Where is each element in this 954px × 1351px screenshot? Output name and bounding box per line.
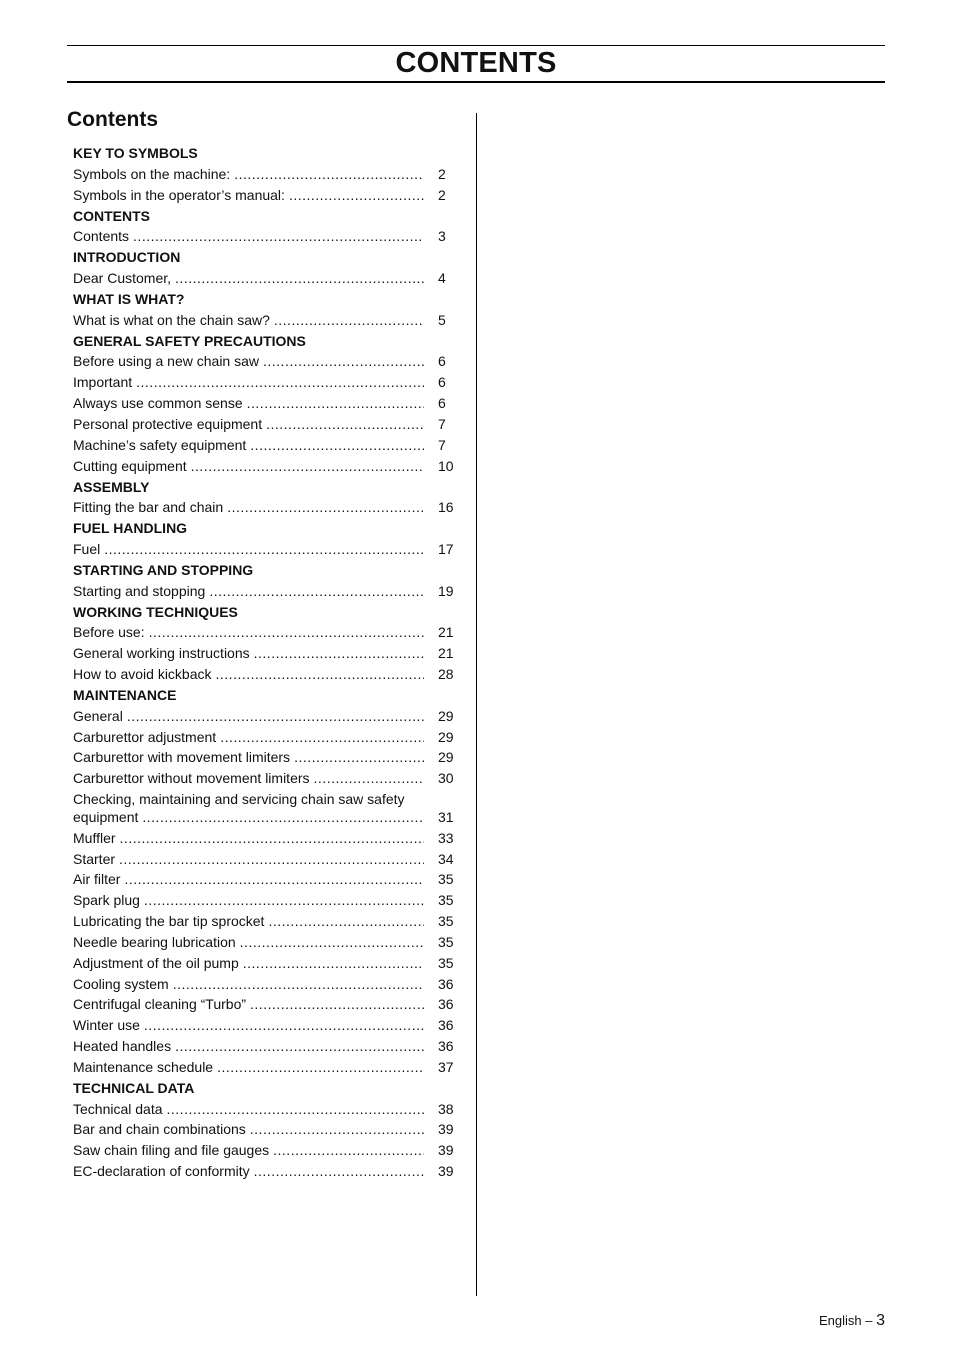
toc-entry-page: 39 xyxy=(438,1121,454,1138)
toc-entry-title: Personal protective equipment xyxy=(73,415,263,432)
toc-entry-page: 16 xyxy=(438,499,454,516)
toc-entry-title: Before using a new chain saw xyxy=(73,353,259,370)
toc-entry-title: Contents xyxy=(73,228,130,245)
toc-section-heading: ASSEMBLY xyxy=(73,478,150,495)
toc-entry-title: Fitting the bar and chain xyxy=(73,499,224,516)
toc-dot-leader xyxy=(175,268,424,289)
toc-entry-title: Lubricating the bar tip sprocket xyxy=(73,913,265,930)
toc-entry xyxy=(73,1140,458,1161)
toc-entry xyxy=(73,768,458,789)
toc-entry xyxy=(73,1099,458,1120)
toc-entry-page: 33 xyxy=(438,829,454,846)
toc-dot-leader xyxy=(216,664,424,685)
toc-entry-title: Starting and stopping xyxy=(73,582,206,599)
column-divider xyxy=(476,113,477,1296)
toc-entry xyxy=(73,1015,458,1036)
toc-entry xyxy=(73,953,458,974)
toc-entry-title: Adjustment of the oil pump xyxy=(73,954,239,971)
toc-entry xyxy=(73,890,458,911)
toc-entry-title: Carburettor with movement limiters xyxy=(73,749,291,766)
toc-entry-page: 7 xyxy=(438,436,446,453)
toc-dot-leader xyxy=(314,768,424,789)
toc-entry xyxy=(73,1161,458,1182)
toc-dot-leader xyxy=(243,953,424,974)
toc-section-heading: FUEL HANDLING xyxy=(73,520,188,537)
toc-dot-leader xyxy=(124,869,424,890)
toc-entry-page: 35 xyxy=(438,913,454,930)
toc-entry xyxy=(73,747,458,768)
toc-entry xyxy=(73,435,458,456)
toc-section-heading: WORKING TECHNIQUES xyxy=(73,603,238,620)
toc-dot-leader xyxy=(254,1161,424,1182)
toc-entry-page: 19 xyxy=(438,582,454,599)
toc-dot-leader xyxy=(120,828,424,849)
toc-entry xyxy=(73,497,458,518)
toc-entry-page: 10 xyxy=(438,457,454,474)
toc-entry xyxy=(73,1119,458,1140)
toc-entry-title: Carburettor adjustment xyxy=(73,728,217,745)
toc-entry-title: Air filter xyxy=(73,871,121,888)
toc-entry-title: Centrifugal cleaning “Turbo” xyxy=(73,996,247,1013)
footer-language: English xyxy=(818,1313,862,1328)
page-footer xyxy=(819,1309,885,1333)
toc-entry xyxy=(73,226,458,247)
toc-entry xyxy=(73,372,458,393)
toc-dot-leader xyxy=(227,497,424,518)
toc-entry-page: 36 xyxy=(438,975,454,992)
toc-entry xyxy=(73,393,458,414)
toc-entry xyxy=(73,869,458,890)
toc-entry-page: 38 xyxy=(438,1100,454,1117)
toc-entry xyxy=(73,664,458,685)
toc-entry xyxy=(73,849,458,870)
footer-separator: – xyxy=(865,1313,873,1328)
toc-entry-page: 2 xyxy=(438,165,446,182)
toc-entry-page: 31 xyxy=(438,809,454,826)
toc-entry-title: Carburettor without movement limiters xyxy=(73,770,310,787)
toc-dot-leader xyxy=(167,1099,424,1120)
toc-entry-title: What is what on the chain saw? xyxy=(73,311,270,328)
toc-entry-page: 36 xyxy=(438,996,454,1013)
toc-dot-leader xyxy=(217,1057,424,1078)
footer-page-number: 3 xyxy=(876,1312,885,1329)
toc-entry xyxy=(73,994,458,1015)
toc-dot-leader xyxy=(119,849,424,870)
toc-entry-title: Starter xyxy=(73,850,116,867)
toc-entry xyxy=(73,456,458,477)
toc-entry-page: 6 xyxy=(438,395,446,412)
toc-entry-page: 29 xyxy=(438,707,454,724)
toc-entry-page: 36 xyxy=(438,1038,454,1055)
toc-entry-title: General xyxy=(73,707,123,724)
toc-dot-leader xyxy=(142,807,424,827)
toc-entry-title: Saw chain filing and file gauges xyxy=(73,1142,270,1159)
toc-entry-page: 29 xyxy=(438,728,454,745)
toc-dot-leader xyxy=(127,706,424,727)
toc-entry xyxy=(73,581,458,602)
toc-entry-page: 6 xyxy=(438,353,446,370)
toc-entry-page: 5 xyxy=(438,311,446,328)
toc-entry xyxy=(73,539,458,560)
toc-dot-leader xyxy=(133,226,424,247)
toc-dot-leader xyxy=(209,581,424,602)
toc-entry xyxy=(73,789,458,828)
header-rule-bottom xyxy=(67,81,885,83)
toc-entry-title: Needle bearing lubrication xyxy=(73,933,236,950)
toc-entry-page: 36 xyxy=(438,1017,454,1034)
toc-entry-title: Always use common sense xyxy=(73,395,243,412)
section-title: Contents xyxy=(67,108,158,131)
toc-dot-leader xyxy=(268,911,424,932)
toc-entry xyxy=(73,1036,458,1057)
toc-entry-page: 39 xyxy=(438,1142,454,1159)
toc-entry xyxy=(73,310,458,331)
toc-entry-title: General working instructions xyxy=(73,645,250,662)
toc-entry-page: 37 xyxy=(438,1058,454,1075)
toc-entry-page: 17 xyxy=(438,541,454,558)
toc-entry-page: 21 xyxy=(438,645,454,662)
toc-entry-title: Machine’s safety equipment xyxy=(73,436,247,453)
toc-dot-leader xyxy=(247,393,424,414)
toc-section-heading: KEY TO SYMBOLS xyxy=(73,145,198,161)
toc-entry xyxy=(73,164,458,185)
toc-dot-leader xyxy=(149,622,424,643)
toc-entry-title: Before use: xyxy=(73,624,145,641)
toc-entry-title: Heated handles xyxy=(73,1038,172,1055)
toc-entry-line xyxy=(73,807,458,827)
toc-dot-leader xyxy=(220,727,424,748)
toc-entry-title: Symbols on the machine: xyxy=(73,165,231,182)
toc-entry-title: EC-declaration of conformity xyxy=(73,1163,250,1180)
table-of-contents xyxy=(73,143,458,1182)
toc-entry-page: 35 xyxy=(438,892,454,909)
toc-entry-page: 34 xyxy=(438,850,454,867)
toc-section-heading: STARTING AND STOPPING xyxy=(73,561,254,578)
toc-entry-page: 35 xyxy=(438,871,454,888)
toc-dot-leader xyxy=(250,435,424,456)
toc-entry xyxy=(73,932,458,953)
toc-entry-page: 29 xyxy=(438,749,454,766)
toc-entry-title: Bar and chain combinations xyxy=(73,1121,246,1138)
toc-dot-leader xyxy=(289,185,424,206)
toc-entry-page: 21 xyxy=(438,624,454,641)
toc-entry xyxy=(73,974,458,995)
toc-dot-leader xyxy=(175,1036,424,1057)
toc-dot-leader xyxy=(274,310,424,331)
toc-entry-title: Spark plug xyxy=(73,892,140,909)
toc-entry-page: 35 xyxy=(438,933,454,950)
toc-entry-page: 35 xyxy=(438,954,454,971)
toc-entry xyxy=(73,643,458,664)
toc-section-heading: WHAT IS WHAT? xyxy=(73,290,185,307)
toc-entry-page: 30 xyxy=(438,770,454,787)
toc-entry xyxy=(73,706,458,727)
toc-entry xyxy=(73,414,458,435)
toc-entry-page: 28 xyxy=(438,666,454,683)
toc-entry-page: 3 xyxy=(438,228,446,245)
toc-entry-page: 6 xyxy=(438,374,446,391)
toc-section-heading: TECHNICAL DATA xyxy=(73,1079,195,1096)
toc-entry-title: Symbols in the operator’s manual: xyxy=(73,186,285,203)
toc-entry-page: 2 xyxy=(438,186,446,203)
toc-entry xyxy=(73,351,458,372)
toc-entry-title-continued: equipment xyxy=(73,809,139,826)
toc-dot-leader xyxy=(144,890,424,911)
toc-entry-title: Cooling system xyxy=(73,975,169,992)
toc-entry xyxy=(73,828,458,849)
toc-dot-leader xyxy=(136,372,424,393)
toc-entry-title: Maintenance schedule xyxy=(73,1058,214,1075)
toc-entry-title: Winter use xyxy=(73,1017,140,1034)
toc-dot-leader xyxy=(104,539,424,560)
toc-dot-leader xyxy=(173,974,424,995)
toc-entry-title: Checking, maintaining and servicing chain saw safety xyxy=(73,791,405,808)
toc-entry xyxy=(73,911,458,932)
toc-section-heading: MAINTENANCE xyxy=(73,686,177,703)
toc-entry-page: 39 xyxy=(438,1163,454,1180)
toc-dot-leader xyxy=(191,456,424,477)
toc-entry xyxy=(73,727,458,748)
page-header-title: CONTENTS xyxy=(395,47,557,79)
toc-section-heading: GENERAL SAFETY PRECAUTIONS xyxy=(73,332,306,349)
toc-dot-leader xyxy=(144,1015,424,1036)
toc-entry-page: 7 xyxy=(438,415,446,432)
toc-dot-leader xyxy=(250,1119,424,1140)
toc-entry xyxy=(73,185,458,206)
toc-entry-title: How to avoid kickback xyxy=(73,666,212,683)
toc-section-heading: INTRODUCTION xyxy=(73,249,181,266)
toc-section-heading: CONTENTS xyxy=(73,207,150,224)
toc-entry-title: Fuel xyxy=(73,541,101,558)
toc-entry-title: Cutting equipment xyxy=(73,457,187,474)
toc-dot-leader xyxy=(263,351,424,372)
toc-entry xyxy=(73,622,458,643)
toc-dot-leader xyxy=(240,932,424,953)
toc-dot-leader xyxy=(254,643,424,664)
toc-entry xyxy=(73,1057,458,1078)
toc-entry-title: Technical data xyxy=(73,1100,163,1117)
toc-dot-leader xyxy=(234,164,424,185)
toc-entry-title: Muffler xyxy=(73,829,116,846)
toc-dot-leader xyxy=(294,747,424,768)
toc-entry xyxy=(73,268,458,289)
toc-entry-title: Important xyxy=(73,374,133,391)
toc-dot-leader xyxy=(273,1140,424,1161)
toc-entry-title: Dear Customer, xyxy=(73,270,172,287)
toc-dot-leader xyxy=(250,994,424,1015)
toc-dot-leader xyxy=(266,414,424,435)
toc-entry-page: 4 xyxy=(438,270,446,287)
